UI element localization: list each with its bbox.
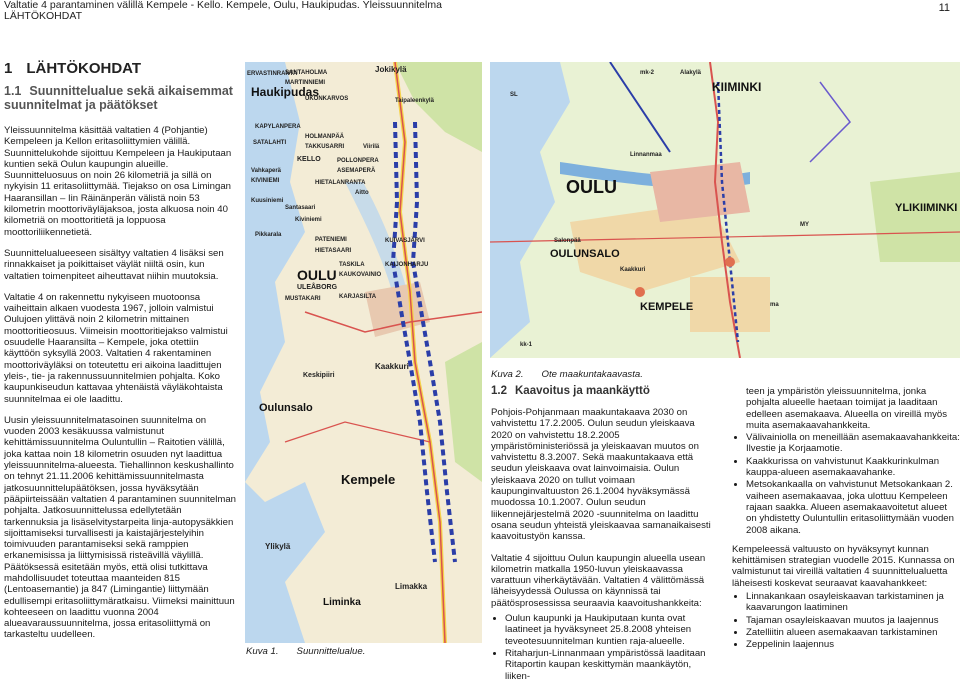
map-label: kk-1 xyxy=(520,342,533,348)
running-header-title: Valtatie 4 parantaminen välillä Kempele - Kello. Kempele, Oulu, Haukipudas. Yleissuunnitelma xyxy=(4,0,442,11)
map-label: Kiviniemi xyxy=(295,217,322,223)
map-label: TASKILA xyxy=(339,262,365,268)
map-label: Liminka xyxy=(323,597,361,608)
list-item: teen ja ympäristön yleissuunnitelma, jonka pohjalta alueelle haetaan toimijat ja laaditaan edelleen asemakaava. Alueella on vireillä myös muita asemakaavahankkeita. xyxy=(746,386,948,431)
map-label: SANTAHOLMA xyxy=(285,70,328,76)
map-label: SL xyxy=(510,92,518,98)
map-label: mk-2 xyxy=(640,70,655,76)
map-label: KIIMINKI xyxy=(712,80,762,94)
paragraph: Valtatie 4 on rakennettu nykyiseen muotoonsa vaiheittain alkaen vuodesta 1967, jolloin valmistui Oulujoen ylittävä noin 2 kilometrin mittainen moottoritieosuus. Viimeisin moottoritiejakso valmistui osuudelle Haaransilta – Kempele, joka otettiin käyttöön syksyllä 2003. Valtatien 4 rakentaminen moottoriväyläksi on toteutettu eri aikoina laadittujen yleis-, tie- ja rakennussuunnitelmien pohjalta. Koko kaupunkiseudun kattavaa yhtenäistä väyläkohtaista suunnitelmaa ei ole laadittu. xyxy=(4,291,228,405)
map-label: Haukipudas xyxy=(251,85,320,99)
map-label: SATALAHTI xyxy=(253,140,287,146)
map-label: KAIJONHARJU xyxy=(385,262,429,268)
figure-text: Suunnittelualue. xyxy=(296,646,366,657)
map-label: YLIKIIMINKI xyxy=(895,202,958,214)
figure-text: Ote maakuntakaavasta. xyxy=(541,369,643,380)
paragraph: Valtatie 4 sijoittuu Oulun kaupungin alueella usean kilometrin matkalla 1950-luvun yleiskaavassa varattuun viherkäytävään. Valtatien 4 välittömässä läheisyydessä Oulussa on käynnissä tai päätösprosessissa seuraavia kaavoitushankkeita: xyxy=(491,552,706,609)
text-column-2 xyxy=(491,407,717,690)
figure-caption xyxy=(246,646,365,657)
map-label: KAPYLANPERA xyxy=(255,124,301,130)
section-heading xyxy=(4,60,141,77)
map-label: OULUNSALO xyxy=(550,248,620,260)
regional-plan-map-graphic xyxy=(490,62,960,358)
subsection-number: 1.1 xyxy=(4,84,22,98)
map-label: Oulunsalo xyxy=(259,402,313,414)
map-label: Vahkaperä xyxy=(251,168,282,174)
map-label: ERVASTINRANTA xyxy=(247,71,298,77)
section-title: LÄHTÖKOHDAT xyxy=(26,60,142,77)
map-label: ma xyxy=(770,302,779,308)
list-item: • Linnakankaan osayleiskaavan tarkistaminen ja kaavarungon laatiminen xyxy=(746,591,960,614)
regional-plan-map xyxy=(490,62,960,358)
map-label: Jokikylä xyxy=(375,65,407,74)
map-label: Linnanmaa xyxy=(630,152,662,158)
planning-area-map xyxy=(245,62,482,643)
map-label: Kaakkuri xyxy=(620,267,646,273)
map-label: Viirilä xyxy=(363,144,380,150)
map-label: POLLONPERA xyxy=(337,158,379,164)
running-header-section: LÄHTÖKOHDAT xyxy=(4,10,82,22)
subsection-heading xyxy=(4,84,234,112)
map-label: KELLO xyxy=(297,156,321,163)
subsection-number: 1.2 xyxy=(491,385,507,397)
bullet-list xyxy=(732,386,960,536)
subsection-heading xyxy=(491,385,650,397)
paragraph: Yleissuunnitelma käsittää valtatien 4 (Pohjantie) Kempeleen ja Kellon eritasoliittymien välillä. Suunnittelukohde sijoittuu Kempeleen ja Haukiputaan kuntien sekä Oulun kaupungin alueille. Suunnitteluosuus on noin 26 kilometriä ja sillä on nykyisin 11 eritasoliittymää. Tiejakso on osa Limingan Haaransillan – Iin Räinänperän välistä noin 53 kilometrin moottoriväyläjaksoa, josta alkuosa noin 40 kilometriä on moottoritietä ja loppuosa moottoriliikennetietä. xyxy=(4,125,232,238)
list-item: • Metsokankaalla on vahvistunut Metsokankaan 2. vaiheen asemakaavaa, joka ulottuu Kempeleen rajaan saakka. Alueen asemakaavoitetut alueet on yhdistetty Ouluntullin eritasoliittymään vuoden 2008 aikana. xyxy=(746,479,960,535)
map-label: ULEÅBORG xyxy=(297,284,338,291)
map-label: HOLMANPÄÄ xyxy=(305,134,344,140)
map-label: ASEMAPERÄ xyxy=(337,168,376,174)
map-label: Keskipiiri xyxy=(303,372,335,379)
map-label: Salonpää xyxy=(554,238,581,244)
map-label: Pikkarala xyxy=(255,232,282,238)
list-item: • Välivainiolla on meneillään asemakaavahankkeita: Ilvestie ja Korjaamotie. xyxy=(746,432,960,455)
map-label: Aitto xyxy=(355,190,369,196)
map-label: Ylikylä xyxy=(265,542,291,551)
map-label: KUIVASJÄRVI xyxy=(385,238,425,244)
figure-caption xyxy=(491,369,643,380)
paragraph: Uusin yleissuunnitelmatasoinen suunnitelma on vuoden 2003 kesäkuussa valmistunut kehittämissuunnitelma Ouluntullin – Raitotien välillä, joka kattaa noin 18 kilometrin osuuden nyt laadittua yleissuunnitelma-alueesta. Tiehallinnon keskushallinto on tehnyt 21.11.2006 kehittämissuunnitelmasta jatkosuunnittelupäätöksen, jossa hyväksytään pääpiirteissään valtatien 4 parantaminen suunnitelman pohjalta. Jatkosuunnittelussa edellytetään tarkennuksia ja lisäselvitystarpeita linja-autopysäkkien sijoittamiseksi turvallisesti ja kaistajärjestelyihin toimivuuden parantamiseksi sekä ramppien erkanemisissa ja liittymisissä risteävillä väylillä. Päätöksessä esitetään myös, että olisi tutkittava mahdollisuudet toteuttaa maanteiden 815 (Lentoasemantie) ja 847 (Limingantie) liittymään edullisempi eritasoliittymäratkaisu. Viimeksi mainittuun kohteeseen on laadittu vuonna 2004 alueavaraussuunnitelma, jossa eritasoliittymä on tarkasteltu uudelleen. xyxy=(4,414,236,641)
list-item: • Kaakkurissa on vahvistunut Kaakkurinkulman kauppa-alueen asemakaavahanke. xyxy=(746,456,960,479)
map-label: Limakka xyxy=(395,582,428,591)
map-label: MY xyxy=(800,222,809,228)
paragraph: Suunnittelualueeseen sisältyy valtatien 4 lisäksi sen rinnakkaiset ja poikittaiset väylät niiltä osin, kun valtatien toimenpiteet aiheuttavat niihin muutoksia. xyxy=(4,247,224,282)
bullet-list xyxy=(732,591,960,650)
map-label: MUSTAKARI xyxy=(285,296,321,302)
paragraph: Kempeleessä valtuusto on hyväksynyt kunnan kehittämisen strategian vuodelle 2015. Kunnassa on valmistunut tai vireillä valtatien 4 suunnittelualuetta läheisesti koskevat seuraavat kaavahankkeet: xyxy=(732,543,955,589)
map-label: HIETALANRANTA xyxy=(315,180,366,186)
map-label: Santasaari xyxy=(285,205,316,211)
list-item: • Tajaman osayleiskaavan muutos ja laajennus xyxy=(746,615,960,626)
map-label: KEMPELE xyxy=(640,301,694,313)
paragraph: Pohjois-Pohjanmaan maakuntakaava 2030 on vahvistettu 17.2.2005. Oulun seudun yleiskaava 2020 on vahvistettu 18.2.2005 ympäristöministeriössä ja yleiskaavan muutos on vahvistettu 8.3.2007. Sekä maakuntakaava että seudun yleiskaava ovat lainvoimaisia. Oulun yleiskaava 2020 on tullut voimaan kaupunginvaltuuston 26.1.2004 hyväksymässä muodossa 10.1.2007. Oulun seudun liikennejärjestelmä 2020 -suunnitelma on laadittu osana seudun yhteistä yleiskaavaa samanaikaisesti kaavoitustyön kanssa. xyxy=(491,407,711,543)
map-label: UKONKARVOS xyxy=(305,96,349,102)
text-column-3 xyxy=(732,386,960,659)
map-label: PATENIEMI xyxy=(315,237,347,243)
map-label: Alakylä xyxy=(680,70,702,76)
map-label: Taipaleenkylä xyxy=(395,98,434,104)
map-label: KIVINIEMI xyxy=(251,178,280,184)
list-item: • Zatelliitin alueen asemakaavan tarkistaminen xyxy=(746,627,960,638)
list-item: • Oulun kaupunki ja Haukiputaan kunta ovat laatineet ja hyväksyneet 25.8.2008 yhteisen teveotesuunnitelman kuntien raja-alueelle. xyxy=(505,613,717,647)
map-label: Kempele xyxy=(341,472,396,487)
subsection-title: Kaavoitus ja maankäyttö xyxy=(515,385,650,397)
figure-label: Kuva 1. xyxy=(246,646,279,657)
section-number: 1 xyxy=(4,60,13,77)
running-header xyxy=(4,0,442,22)
list-item: • Zeppelinin laajennus xyxy=(746,639,960,650)
page-number: 11 xyxy=(938,2,950,14)
map-label: MARTINNIEMI xyxy=(285,80,325,86)
map-label: TAKKUSARRI xyxy=(305,144,345,150)
list-item: • Ritaharjun-Linnanmaan ympäristössä laaditaan Ritaportin kaupan keskittymän maankäytön, liiken- xyxy=(505,648,717,682)
text-column-1 xyxy=(4,125,236,651)
map-label: Kuusiniemi xyxy=(251,198,284,204)
map-label: KAUKOVAINIO xyxy=(339,272,382,278)
map-label: HIETASAARI xyxy=(315,248,352,254)
bullet-list xyxy=(491,613,717,682)
subsection-title: Suunnittelualue sekä aikaisemmat suunnitelmat ja päätökset xyxy=(4,84,233,112)
map-label: OULU xyxy=(297,267,337,283)
map-label: Kaakkuri xyxy=(375,362,409,371)
map-label: OULU xyxy=(566,177,617,197)
figure-label: Kuva 2. xyxy=(491,369,524,380)
map-label: KARJASILTA xyxy=(339,294,377,300)
